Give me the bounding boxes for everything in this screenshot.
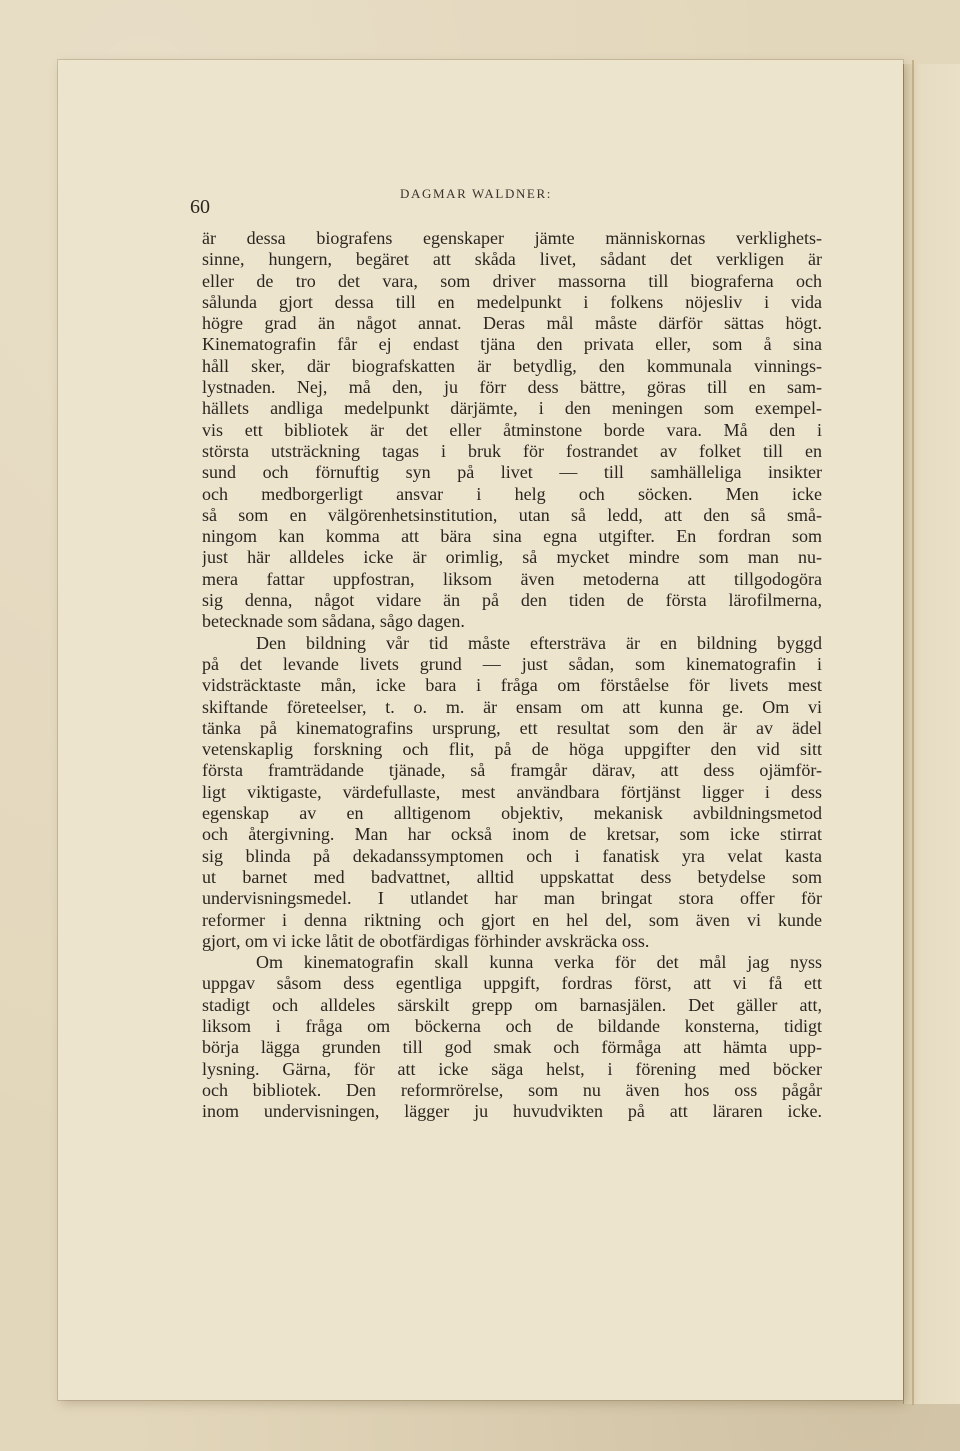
text-line: vetenskaplig forskning och flit, på de höga uppgifter den vid sitt <box>202 739 822 760</box>
page-number: 60 <box>190 196 210 218</box>
text-line: börja lägga grunden till god smak och förmåga att hämta upp- <box>202 1037 822 1058</box>
text-line: sinne, hungern, begäret att skåda livet, sådant det verkligen är <box>202 249 822 270</box>
text-line: uppgav såsom dess egentliga uppgift, fordras först, att vi få ett <box>202 973 822 994</box>
text-line: reformer i denna riktning och gjort en hel del, som även vi kunde <box>202 909 822 930</box>
text-line: sig denna, något vidare än på den tiden de första lärofilmerna, <box>202 590 822 611</box>
text-line: och bibliotek. Den reformrörelse, som nu även hos oss pågår <box>202 1079 822 1100</box>
text-line: just här alldeles icke är orimlig, så mycket mindre som man nu- <box>202 547 822 568</box>
text-line: liksom i fråga om böckerna och de bildande konsterna, tidigt <box>202 1015 822 1036</box>
text-line: lysning. Gärna, för att icke säga helst, i förening med böcker <box>202 1058 822 1079</box>
text-line: undervisningsmedel. I utlandet har man bringat stora offer för <box>202 888 822 909</box>
text-line: inom undervisningen, lägger ju huvudvikten på att läraren icke. <box>202 1101 822 1122</box>
text-line: så som en välgörenhetsinstitution, utan så ledd, att den så små- <box>202 504 822 525</box>
text-line: betecknade som sådana, sågo dagen. <box>202 611 465 632</box>
text-line: mera fattar uppfostran, liksom även metoderna att tillgodogöra <box>202 568 822 589</box>
text-line: sund och förnuftig syn på livet — till samhälleliga insikter <box>202 462 822 483</box>
text-line: gjort, om vi icke låtit de obotfärdigas förhinder avskräcka oss. <box>202 930 650 951</box>
text-line: ningom kan komma att bära sina egna utgifter. En fordran som <box>202 526 822 547</box>
text-line: skiftande företeelser, t. o. m. är ensam om att kunna ge. Om vi <box>202 696 822 717</box>
text-line: tänka på kinematografins ursprung, ett resultat som den är av ädel <box>202 717 822 738</box>
text-line: håll sker, där biografskatten är betydlig, den kommunala vinnings- <box>202 355 822 376</box>
text-line: och återgivning. Man har också inom de kretsar, som icke stirrat <box>202 824 822 845</box>
text-line: egenskap av en alltigenom objektiv, mekanisk avbildningsmetod <box>202 803 822 824</box>
text-line: högre grad än något annat. Deras mål måste därför sättas högt. <box>202 313 822 334</box>
body-text <box>202 228 822 1122</box>
page-fold-line <box>912 60 914 1405</box>
text-line: Kinematografin får ej endast tjäna den privata eller, som å sina <box>202 334 822 355</box>
text-line: stadigt och alldeles särskilt grepp om barnasjälen. Det gäller att, <box>202 994 822 1015</box>
text-line: ligt viktigaste, värdefullaste, mest användbara förtjänst ligger i dess <box>202 781 822 802</box>
text-line: sig blinda på dekadanssymptomen och i fanatisk yra velat kasta <box>202 845 822 866</box>
text-line: är dessa biografens egenskaper jämte människornas verklighets- <box>202 228 822 248</box>
text-line: första framträdande tjänade, så framgår därav, att dess ojämför- <box>202 760 822 781</box>
text-line: hällets andliga medelpunkt därjämte, i den meningen som exempel- <box>202 398 822 419</box>
text-line: ut barnet med badvattnet, alltid uppskattat dess betydelse som <box>202 866 822 887</box>
text-line: eller de tro det vara, som driver massorna till biograferna och <box>202 270 822 291</box>
text-line: vis ett bibliotek är det eller åtminstone borde vara. Må den i <box>202 419 822 440</box>
running-head-title: DAGMAR WALDNER: <box>400 186 552 201</box>
text-line: lystnaden. Nej, må den, ju förr dess bättre, göras till en sam- <box>202 377 822 398</box>
text-line: Om kinematografin skall kunna verka för det mål jag nyss <box>256 952 822 973</box>
text-line: på det levande livets grund — just sådan, som kinematografin i <box>202 653 822 674</box>
text-line: och medborgerligt ansvar i helg och söcken. Men icke <box>202 483 822 504</box>
text-line: största utsträckning tagas i bruk för fostrandet av folket till en <box>202 440 822 461</box>
text-line: vidsträcktaste mån, icke bara i fråga om förståelse för livets mest <box>202 675 822 696</box>
text-line: Den bildning vår tid måste eftersträva är en bildning byggd <box>256 632 822 653</box>
text-line: sålunda gjort dessa till en medelpunkt i folkens nöjesliv i vida <box>202 291 822 312</box>
